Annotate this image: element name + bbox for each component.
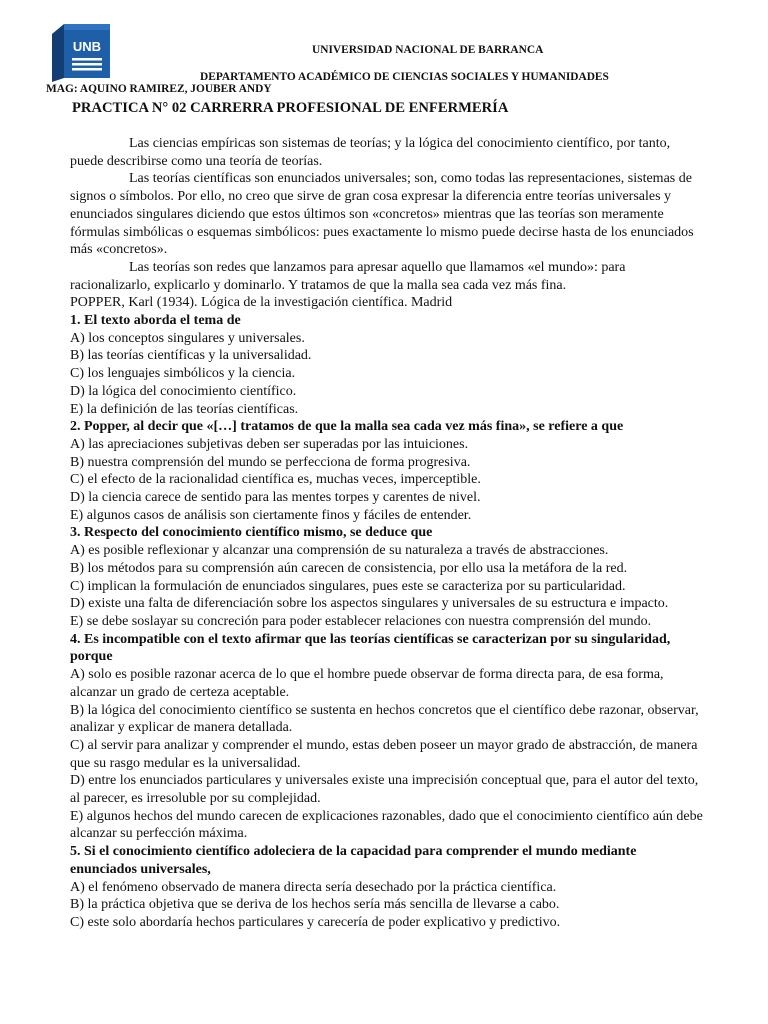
university-name: UNIVERSIDAD NACIONAL DE BARRANCA (312, 44, 544, 56)
answer-option: B) nuestra comprensión del mundo se perfecciona de forma progresiva. (70, 454, 471, 470)
question-5 (70, 843, 704, 932)
department-name: DEPARTAMENTO ACADÉMICO DE CIENCIAS SOCIALES Y HUMANIDADES (200, 71, 609, 83)
question-text: 3. Respecto del conocimiento científico mismo, se deduce que (70, 525, 433, 541)
answer-option: E) la definición de las teorías científicas. (70, 401, 299, 417)
question-text: 4. Es incompatible con el texto afirmar que las teorías científicas se caracterizan por su singularidad, porque (70, 631, 671, 665)
reading-paragraph-1: Las ciencias empíricas son sistemas de teorías; y la lógica del conocimiento científico, por tanto, puede describirse como una teoría de teorías. (70, 136, 671, 169)
answer-option: C) al servir para analizar y comprender el mundo, estas deben poseer un mayor grado de abstracción, de manera que su rasgo medular es la universalidad. (70, 737, 698, 771)
answer-option: A) solo es posible razonar acerca de lo que el hombre puede observar de forma directa para, de esa forma, alcanzar un grado de certeza aceptable. (70, 667, 664, 700)
question-3 (70, 524, 704, 630)
question-1 (70, 312, 704, 418)
answer-option: D) entre los enunciados particulares y universales existe una imprecisión conceptual que, para el autor del texto, al parecer, es irresoluble por su complejidad. (70, 773, 699, 807)
logo-text: UNB (72, 39, 102, 54)
question-text: 5. Si el conocimiento científico adoleciera de la capacidad para comprender el mundo mediante enunciados universales, (70, 844, 637, 877)
answer-option: E) se debe soslayar su concreción para poder establecer relaciones con nuestra comprensión del mundo. (70, 613, 652, 629)
question-text: 2. Popper, al decir que «[…] tratamos de que la malla sea cada vez más fina», se refiere a que (70, 419, 624, 435)
answer-option: D) existe una falta de diferenciación sobre los aspectos singulares y universales de su estructura e impacto. (70, 596, 669, 612)
document-body (70, 135, 704, 932)
answer-option: A) es posible reflexionar y alcanzar una comprensión de su naturaleza a través de abstracciones. (70, 543, 609, 559)
answer-option: B) la lógica del conocimiento científico se sustenta en hechos concretos que el científico debe razonar, observar, analizar y explicar de manera detallada. (70, 702, 699, 736)
answer-option: C) implican la formulación de enunciados singulares, pues este se caracteriza por su particularidad. (70, 578, 626, 594)
answer-option: C) este solo abordaría hechos particulares y carecería de poder explicativo y predictivo. (70, 914, 561, 930)
answer-option: C) los lenguajes simbólicos y la ciencia. (70, 366, 296, 382)
answer-option: E) algunos hechos del mundo carecen de explicaciones razonables, dado que el conocimiento científico aún debe alcanzar su perfección máxima. (70, 808, 703, 842)
answer-option: A) los conceptos singulares y universales. (70, 330, 305, 346)
question-4 (70, 631, 704, 843)
answer-option: B) las teorías científicas y la universalidad. (70, 348, 312, 364)
answer-option: A) el fenómeno observado de manera directa sería desechado por la práctica científica. (70, 879, 557, 895)
citation: POPPER, Karl (1934). Lógica de la investigación científica. Madrid (70, 295, 453, 311)
answer-option: D) la ciencia carece de sentido para las mentes torpes y carentes de nivel. (70, 490, 481, 506)
practice-title: PRACTICA N° 02 CARRERRA PROFESIONAL DE ENFERMERÍA (72, 100, 509, 116)
answer-option: C) el efecto de la racionalidad científica es, muchas veces, imperceptible. (70, 472, 481, 488)
teacher-name: MAG: AQUINO RAMIREZ, JOUBER ANDY (46, 83, 272, 95)
university-logo (50, 22, 114, 84)
reading-paragraph-3: Las teorías son redes que lanzamos para apresar aquello que llamamos «el mundo»: para racionalizarlo, explicarlo y dominarlo. Y tratamos de que la malla sea cada vez más fina. (70, 259, 626, 293)
reading-passage (70, 135, 704, 312)
answer-option: A) las apreciaciones subjetivas deben ser superadas por las intuiciones. (70, 436, 469, 452)
answer-option: B) la práctica objetiva que se deriva de los hechos sería más sencilla de llevarse a cabo. (70, 897, 560, 913)
question-text: 1. El texto aborda el tema de (70, 313, 241, 329)
question-2 (70, 418, 704, 524)
answer-option: E) algunos casos de análisis son ciertamente finos y fáciles de entender. (70, 507, 472, 523)
answer-option: D) la lógica del conocimiento científico. (70, 383, 297, 399)
answer-option: B) los métodos para su comprensión aún carecen de consistencia, por ello usa la metáfora de la red. (70, 560, 628, 576)
reading-paragraph-2: Las teorías científicas son enunciados universales; son, como todas las representaciones, sistemas de signos o símbolos. Por ello, no creo que sirve de gran cosa expresar la diferencia entre teorías universales y enunciados singulares diciendo que estos últimos son «concretos» mientras que las teorías son meramente fórmulas simbólicas o esquemas simbólicos: pues exactamente lo mismo puede decirse hasta de los enunciados más «concretos». (70, 171, 694, 258)
